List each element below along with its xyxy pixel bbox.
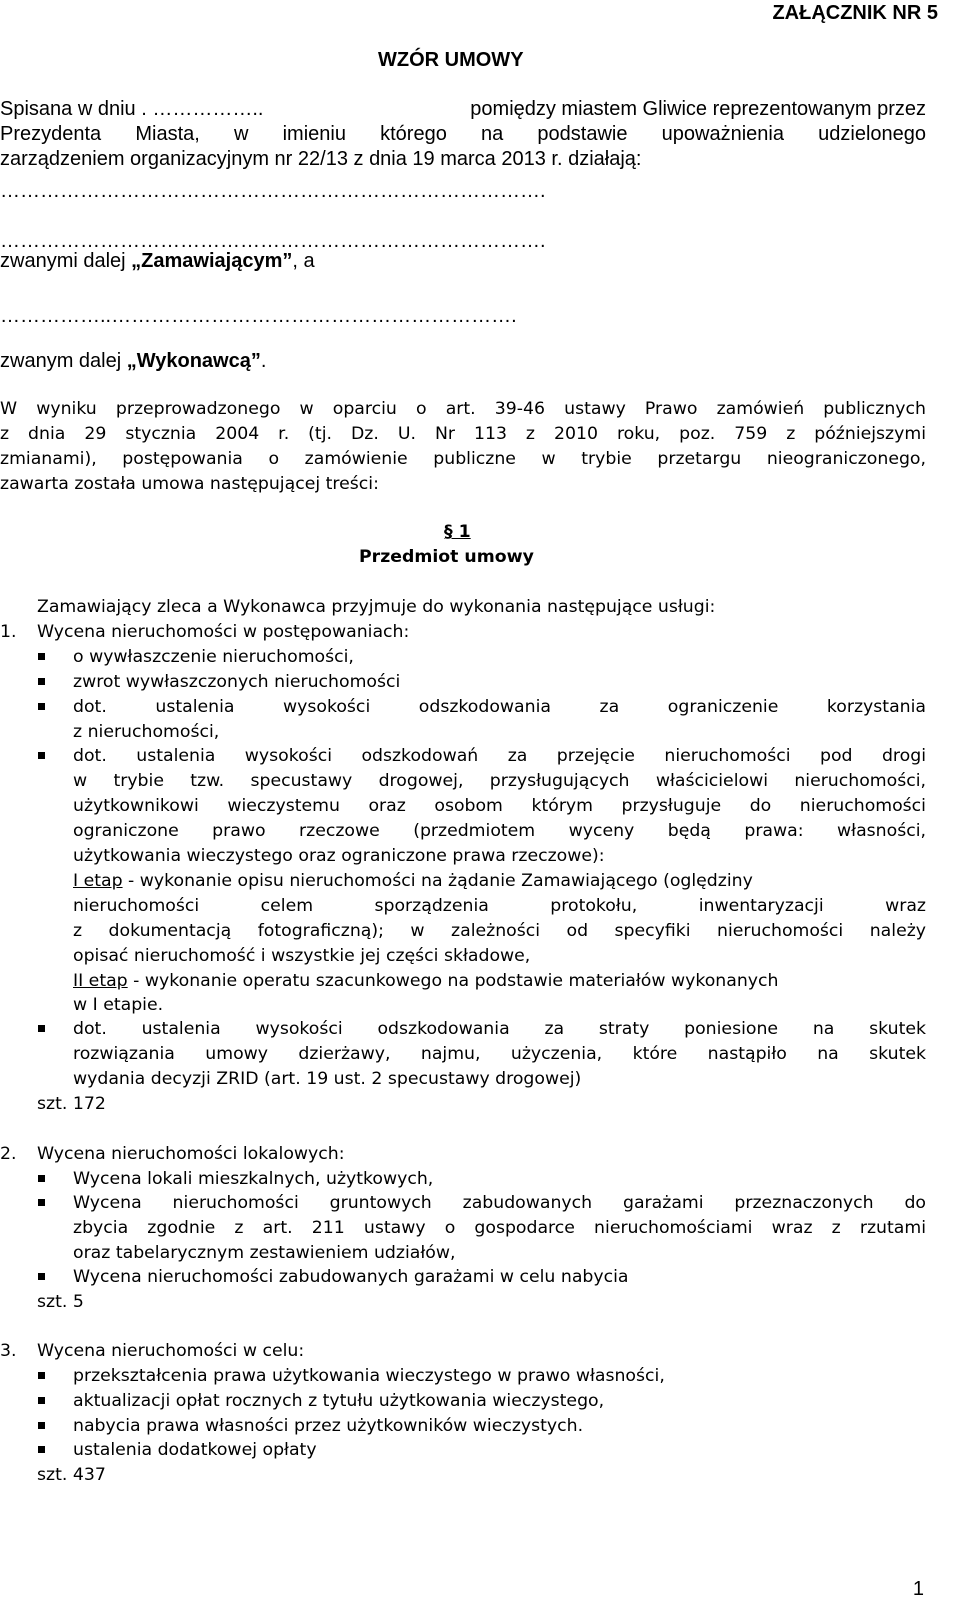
bullet-icon <box>38 1273 45 1280</box>
bullet-icon <box>38 678 45 685</box>
bullet-text: Wycena lokali mieszkalnych, użytkowych, <box>73 1169 434 1189</box>
wykonawca-term: „Wykonawcą” <box>126 350 261 372</box>
intro-parties-text: pomiędzy miastem Gliwice reprezentowanym przez <box>470 98 926 120</box>
section-mark <box>444 521 471 543</box>
bullet-text: z nieruchomości, <box>73 722 220 742</box>
intro-line: Prezydenta Miasta, w imieniu którego na podstawie upoważnienia udzielonego <box>0 123 926 145</box>
zamawiajacy-definition <box>0 250 315 272</box>
item-quantity: szt. 172 <box>37 1094 106 1114</box>
bullet-text: dot. ustalenia wysokości odszkodowania za straty poniesione na skutek <box>73 1019 926 1039</box>
stage-one-text: opisać nieruchomość i wszystkie jej części składowe, <box>73 946 531 966</box>
signatory-placeholder: ………………………………………………………………………. <box>0 180 546 202</box>
stage-one <box>73 870 926 892</box>
stage-two-text: w I etapie. <box>73 995 164 1015</box>
item-title: Wycena nieruchomości lokalowych: <box>37 1144 345 1164</box>
item-number: 3. <box>0 1341 17 1361</box>
bullet-icon <box>38 653 45 660</box>
bullet-icon <box>38 1025 45 1032</box>
bullet-text: oraz tabelarycznym zestawieniem udziałów, <box>73 1243 456 1263</box>
definition-prefix: zwanym dalej <box>0 350 127 372</box>
wykonawca-definition <box>0 350 266 372</box>
stage-one-text: - wykonanie opisu nieruchomości na żądanie Zamawiającego (oględziny <box>122 871 753 891</box>
bullet-text: dot. ustalenia wysokości odszkodowań za przejęcie nieruchomości pod drogi <box>73 746 926 766</box>
bullet-text: nabycia prawa własności przez użytkowników wieczystych. <box>73 1416 584 1436</box>
page-number: 1 <box>912 1578 924 1600</box>
stage-one-text: z dokumentacją fotograficzną); w zależności od specyfiki nieruchomości należy <box>73 921 926 941</box>
bullet-text: ustalenia dodatkowej opłaty <box>73 1440 317 1460</box>
stage-two-label: II etap <box>73 971 128 991</box>
bullet-text: użytkowania wieczystego oraz ograniczone prawa rzeczowe): <box>73 846 605 866</box>
bullet-text: zwrot wywłaszczonych nieruchomości <box>73 672 401 692</box>
bullet-icon <box>38 1175 45 1182</box>
bullet-icon <box>38 1446 45 1453</box>
bullet-icon <box>38 703 45 710</box>
signatory-placeholder: ………………………………………………………………………. <box>0 230 546 252</box>
bullet-text: przekształcenia prawa użytkowania wieczystego w prawo własności, <box>73 1366 665 1386</box>
contractor-placeholder: ……………..……………………………………………………. <box>0 305 517 327</box>
intro-date-text: Spisana w dniu . …………….. <box>0 98 264 120</box>
bullet-text: Wycena nieruchomości zabudowanych garażami w celu nabycia <box>73 1267 629 1287</box>
bullet-text: aktualizacji opłat rocznych z tytułu użytkowania wieczystego, <box>73 1391 605 1411</box>
bullet-text: Wycena nieruchomości gruntowych zabudowanych garażami przeznaczonych do <box>73 1193 926 1213</box>
annex-label: ZAŁĄCZNIK NR 5 <box>772 2 938 24</box>
services-lead: Zamawiający zleca a Wykonawca przyjmuje do wykonania następujące usługi: <box>37 597 716 617</box>
legal-line: W wyniku przeprowadzonego w oparciu o art. 39-46 ustawy Prawo zamówień publicznych <box>0 399 926 419</box>
bullet-text: ograniczone prawo rzeczowe (przedmiotem wyceny będą prawa: własności, <box>73 821 926 841</box>
bullet-icon <box>38 752 45 759</box>
stage-one-text: nieruchomości celem sporządzenia protokołu, inwentaryzacji wraz <box>73 896 926 916</box>
bullet-text: zbycia zgodnie z art. 211 ustawy o gospodarce nieruchomościami wraz z rzutami <box>73 1218 926 1238</box>
bullet-icon <box>38 1397 45 1404</box>
item-quantity: szt. 5 <box>37 1292 84 1312</box>
definition-suffix: , a <box>292 250 315 272</box>
intro-line: zarządzeniem organizacyjnym nr 22/13 z dnia 19 marca 2013 r. działają: <box>0 148 642 170</box>
bullet-text: wydania decyzji ZRID (art. 19 ust. 2 specustawy drogowej) <box>73 1069 582 1089</box>
bullet-icon <box>38 1199 45 1206</box>
bullet-text: w trybie tzw. specustawy drogowej, przysługujących właścicielowi nieruchomości, <box>73 771 926 791</box>
item-title: Wycena nieruchomości w postępowaniach: <box>37 622 410 642</box>
bullet-icon <box>38 1372 45 1379</box>
bullet-icon <box>38 1422 45 1429</box>
bullet-text: rozwiązania umowy dzierżawy, najmu, użyczenia, które nastąpiło na skutek <box>73 1044 926 1064</box>
item-number: 2. <box>0 1144 17 1164</box>
definition-prefix: zwanymi dalej <box>0 250 132 272</box>
stage-two <box>73 970 778 992</box>
legal-line: z dnia 29 stycznia 2004 r. (tj. Dz. U. Nr 113 z 2010 roku, poz. 759 z późniejszymi <box>0 424 926 444</box>
section-heading: Przedmiot umowy <box>359 547 534 567</box>
item-number: 1. <box>0 622 17 642</box>
bullet-text: użytkownikowi wieczystemu oraz osobom którym przysługuje do nieruchomości <box>73 796 926 816</box>
legal-line: zmianami), postępowania o zamówienie publiczne w trybie przetargu nieograniczonego, <box>0 449 926 469</box>
bullet-text: dot. ustalenia wysokości odszkodowania za ograniczenie korzystania <box>73 697 926 717</box>
stage-two-text: - wykonanie operatu szacunkowego na podstawie materiałów wykonanych <box>127 971 779 991</box>
bullet-text: o wywłaszczenie nieruchomości, <box>73 647 354 667</box>
legal-line: zawarta została umowa następującej treści: <box>0 474 379 494</box>
item-title: Wycena nieruchomości w celu: <box>37 1341 305 1361</box>
paragraph-sign: § 1 <box>444 522 471 542</box>
document-title: WZÓR UMOWY <box>378 49 524 71</box>
stage-one-label: I etap <box>73 871 123 891</box>
item-quantity: szt. 437 <box>37 1465 106 1485</box>
definition-suffix: . <box>260 350 267 372</box>
zamawiajacy-term: „Zamawiającym” <box>131 250 293 272</box>
